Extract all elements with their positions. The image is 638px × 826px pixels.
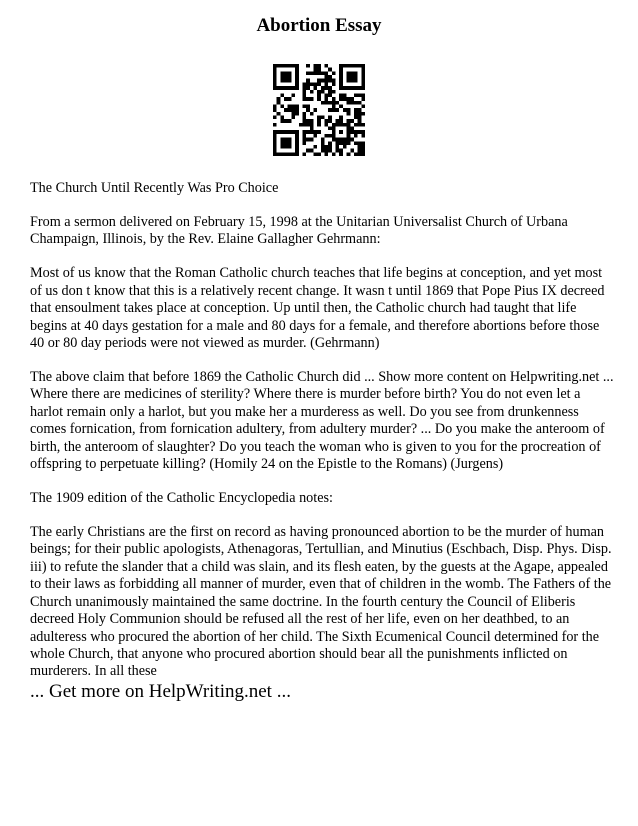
page-title: Abortion Essay [256, 15, 382, 36]
encyclopedia-intro-paragraph: The 1909 edition of the Catholic Encyclopedia notes: [30, 490, 333, 507]
homily-paragraph: The above claim that before 1869 the Catholic Church did ... Show more content on Helpwriting.net ... Where there are medicines of sterility? Where there is murder before birth? You do not even let a harlot remain only a harlot, but you make her a murderess as well. Do you see from drunkenness comes fornication, from fornication adultery, from adultery murder? ... Do you make the anteroom of birth, the anteroom of slaughter? Do you teach the woman who is given to you for the procreation of offspring to perpetuate killing? (Homily 24 on the Epistle to the Romans) (Jurgens) [30, 369, 614, 473]
essay-body [30, 180, 614, 697]
essay-heading-line: The Church Until Recently Was Pro Choice [30, 180, 279, 196]
encyclopedia-quote-paragraph: The early Christians are the first on record as having pronounced abortion to be the murder of human beings; for their public apologists, Athenagoras, Tertullian, and Minutius (Eschbach, Disp. Phys. Disp. iii) to refute the slander that a child was slain, and its flesh eaten, by the guests at the Agape, appealed to their laws as forbidding all manner of murder, even that of children in the womb. The Fathers of the Church unanimously maintained the same doctrine. In the fourth century the Council of Eliberis decreed Holy Communion should be refused all the rest of her life, even on her deathbed, to an adulteress who procured the abortion of her child. The Sixth Ecumenical Council determined for the whole Church, that anyone who procured abortion should bear all the punishments inflicted on murderers. In all these [30, 524, 612, 680]
qr-code-graphic [273, 64, 365, 156]
sermon-intro-paragraph: From a sermon delivered on February 15, 1998 at the Unitarian Universalist Church of Urbana Champaign, Illinois, by the Rev. Elaine Gallagher Gehrmann: [30, 214, 568, 248]
qr-code [273, 64, 365, 156]
sermon-quote-paragraph: Most of us know that the Roman Catholic church teaches that life begins at conception, and yet most of us don t know that this is a relatively recent change. It wasn t until 1869 that Pope Pius IX decreed that ensoulment takes place at conception. Up until then, the Catholic church had taught that life begins at 40 days gestation for a male and 80 days for a female, and therefore abortions before those 40 or 80 day periods were not viewed as murder. (Gehrmann) [30, 265, 605, 352]
get-more-link[interactable]: ... Get more on HelpWriting.net ... [30, 681, 291, 702]
